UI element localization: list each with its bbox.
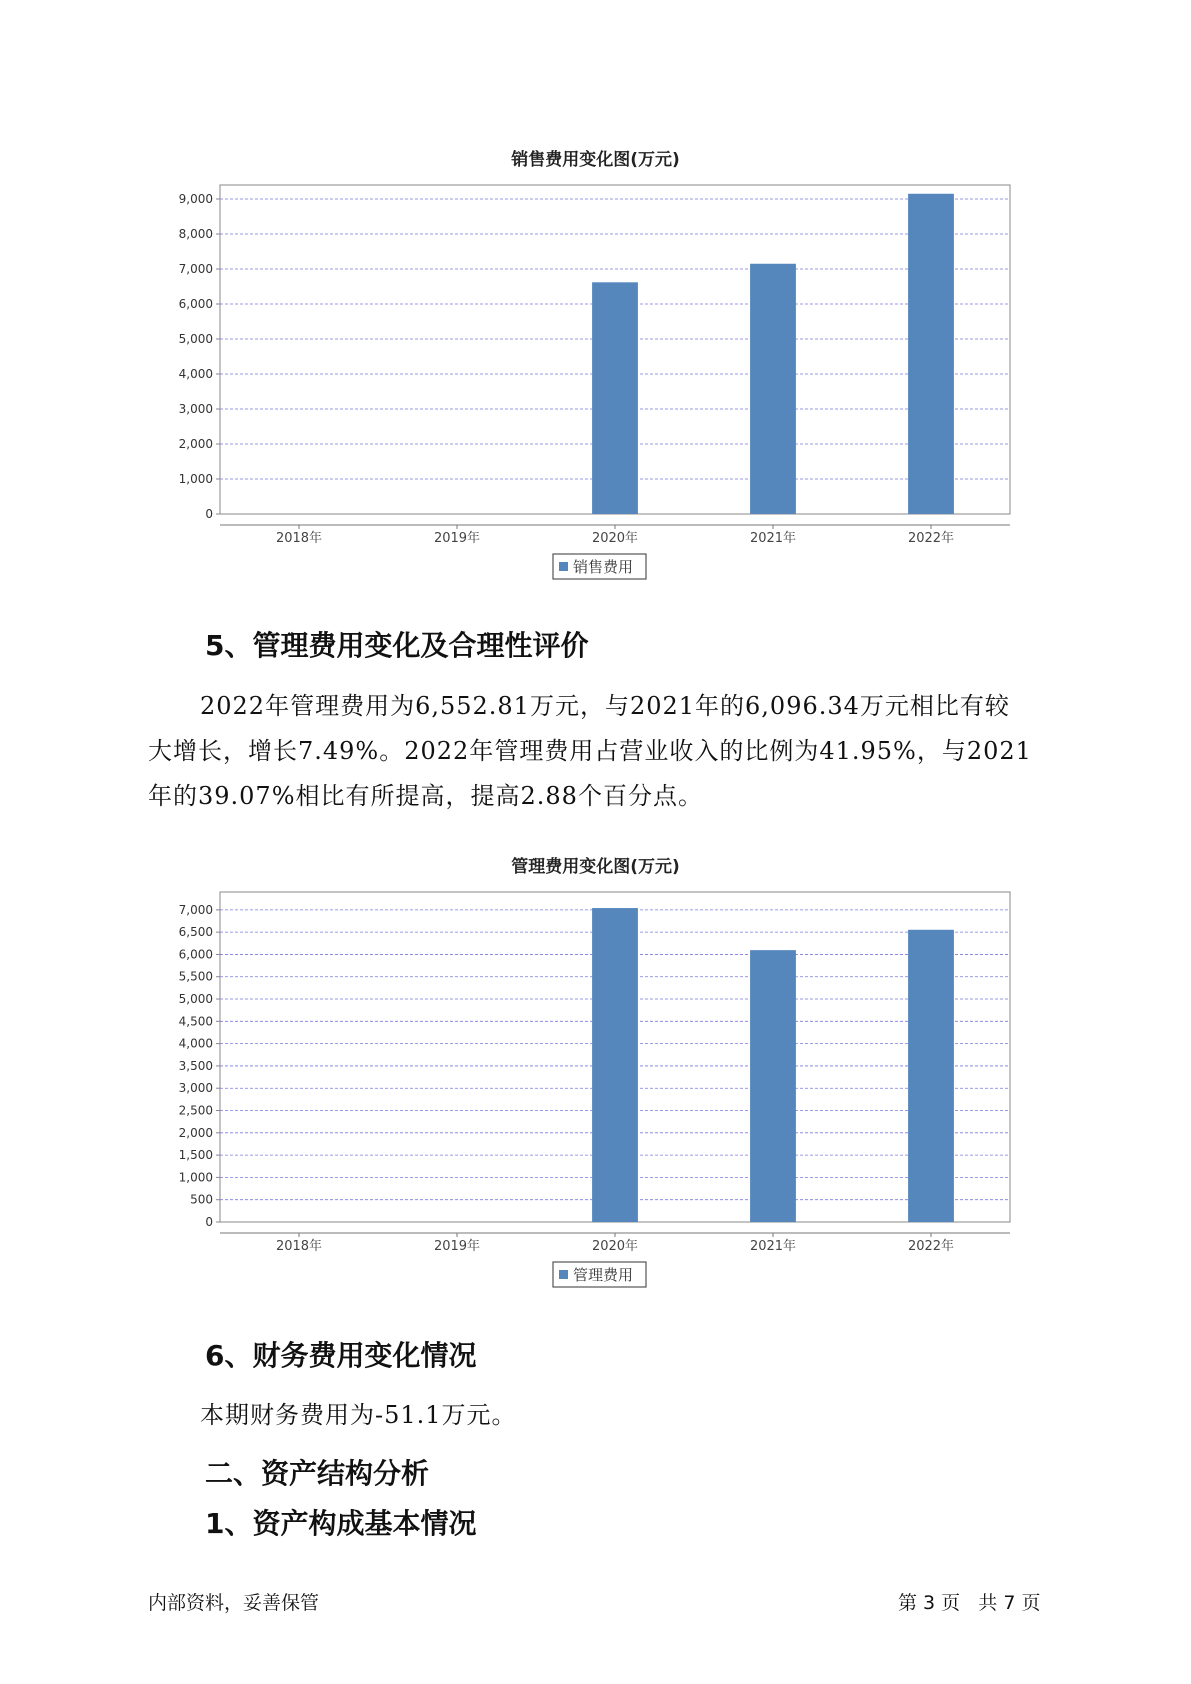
y-tick-label: 6,000 (178, 297, 213, 311)
y-tick-label: 4,000 (178, 1036, 213, 1051)
para-line-2: 大增长，增长7.49%。2022年管理费用占营业收入的比例为41.95%，与2021 (148, 737, 1032, 765)
x-tick-label: 2020年 (591, 1239, 639, 1254)
chart2-title: 管理费用变化图(万元) (511, 857, 680, 877)
x-tick-label: 2019年 (433, 531, 481, 546)
bar (592, 908, 638, 1222)
y-tick-label: 5,000 (178, 992, 213, 1007)
footer-confidential: 内部资料，妥善保管 (148, 1592, 320, 1614)
y-tick-label: 7,000 (178, 262, 213, 276)
heading-asset-composition: 1、资产构成基本情况 (205, 1507, 477, 1540)
x-tick-label: 2018年 (275, 1239, 323, 1254)
footer-page-number: 第 3 页 共 7 页 (898, 1592, 1041, 1614)
legend-label: 销售费用 (573, 558, 634, 576)
y-tick-label: 0 (205, 1215, 213, 1229)
x-tick-label: 2019年 (433, 1239, 481, 1254)
x-tick-label: 2020年 (591, 531, 639, 546)
y-tick-label: 9,000 (178, 192, 213, 206)
y-tick-label: 3,000 (178, 1081, 213, 1096)
para-line-3: 年的39.07%相比有所提高，提高2.88个百分点。 (148, 782, 703, 810)
para-financial-text: 本期财务费用为-51.1万元。 (200, 1401, 517, 1429)
x-tick-label: 2021年 (749, 531, 797, 546)
x-tick-label: 2021年 (749, 1239, 797, 1254)
y-tick-label: 2,500 (178, 1103, 213, 1118)
y-tick-label: 5,500 (178, 969, 213, 984)
x-tick-label: 2018年 (275, 531, 323, 546)
y-tick-label: 0 (205, 507, 213, 521)
y-tick-label: 4,000 (178, 367, 213, 381)
x-tick-label: 2022年 (907, 531, 955, 546)
bar (908, 930, 954, 1222)
paragraph-financial-expense (148, 1393, 1048, 1438)
y-tick-label: 500 (190, 1192, 213, 1207)
para-line-1: 2022年管理费用为6,552.81万元，与2021年的6,096.34万元相比有较 (200, 692, 1010, 720)
bar (750, 950, 796, 1222)
chart1-title: 销售费用变化图(万元) (511, 150, 680, 170)
legend-swatch (559, 1270, 568, 1279)
x-tick-label: 2022年 (907, 1239, 955, 1254)
y-tick-label: 1,500 (178, 1148, 213, 1163)
y-tick-label: 6,000 (178, 947, 213, 962)
y-tick-label: 1,000 (178, 1170, 213, 1185)
y-tick-label: 3,500 (178, 1058, 213, 1073)
y-tick-label: 5,000 (178, 332, 213, 346)
y-tick-label: 2,000 (178, 437, 213, 451)
y-tick-label: 2,000 (178, 1125, 213, 1140)
heading-financial-expense: 6、财务费用变化情况 (205, 1339, 477, 1372)
y-tick-label: 3,000 (178, 402, 213, 416)
y-tick-label: 1,000 (178, 472, 213, 486)
y-tick-label: 4,500 (178, 1014, 213, 1029)
legend-label: 管理费用 (573, 1266, 634, 1284)
heading-asset-structure: 二、资产结构分析 (205, 1457, 430, 1490)
heading-management-expense: 5、管理费用变化及合理性评价 (205, 629, 589, 662)
y-tick-label: 6,500 (178, 925, 213, 940)
y-tick-label: 8,000 (178, 227, 213, 241)
y-tick-label: 7,000 (178, 902, 213, 917)
